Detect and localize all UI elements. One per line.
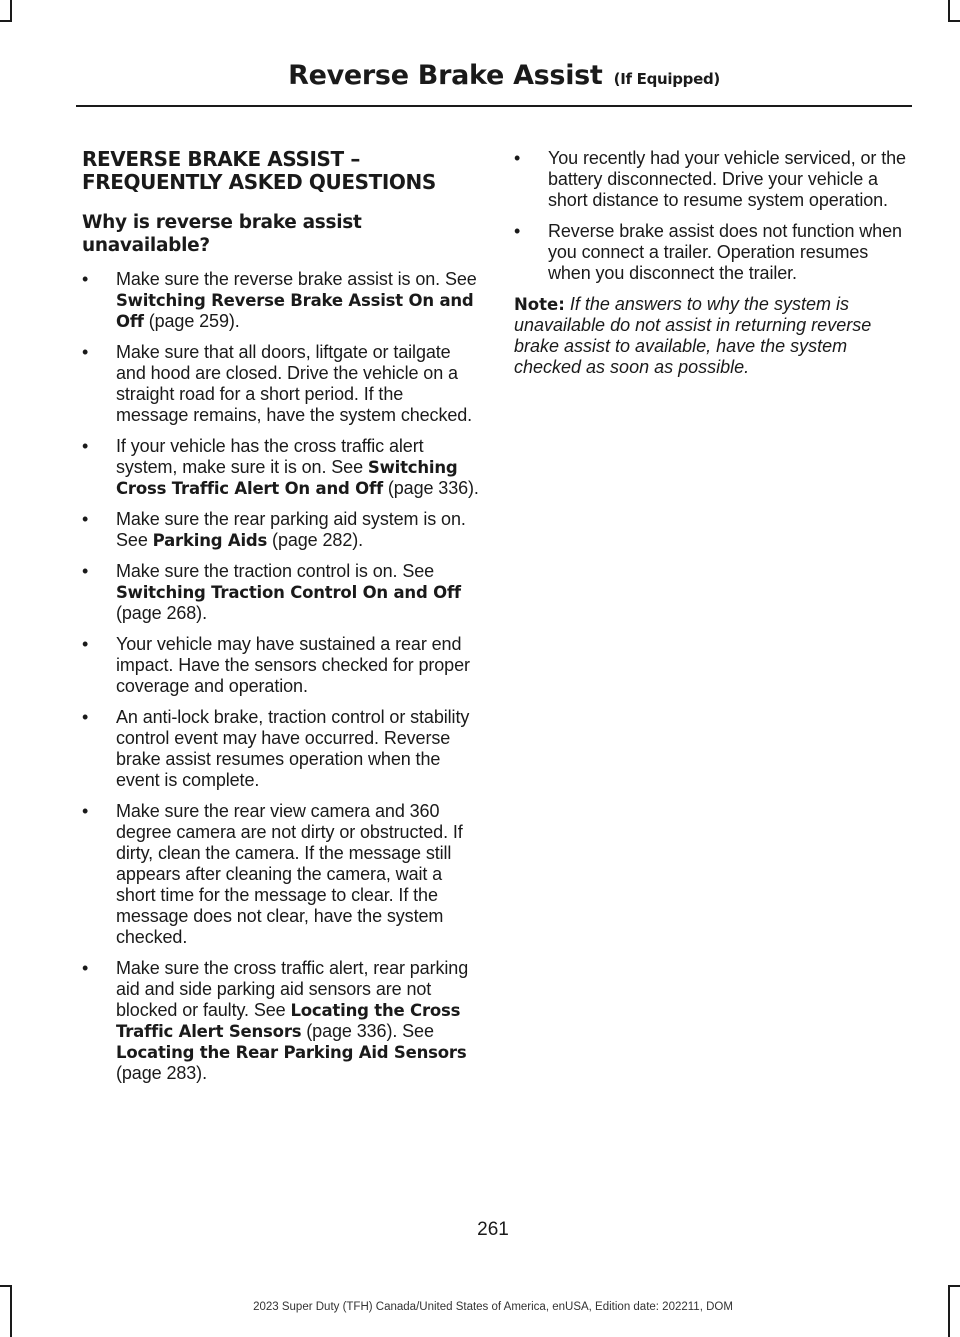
item-text: You recently had your vehicle serviced, or the battery disconnected. Drive your vehicle a short distance to resume system operation.: [548, 148, 906, 210]
bullet-icon: •: [82, 269, 89, 289]
crop-mark: [948, 20, 960, 22]
cross-reference-link[interactable]: Switching Reverse Brake Assist On and Off: [116, 291, 474, 331]
list-item: [82, 436, 479, 499]
cross-reference-link[interactable]: Switching Traction Control On and Off: [116, 583, 461, 602]
item-text: (page 282).: [267, 530, 364, 550]
right-column: [514, 148, 911, 378]
cross-reference-link[interactable]: Locating the Cross Traffic Alert Sensors: [116, 1001, 461, 1041]
cross-reference-link[interactable]: Locating the Rear Parking Aid Sensors: [116, 1043, 467, 1062]
bullet-icon: •: [82, 801, 89, 821]
list-item: [514, 221, 911, 284]
item-text: (page 259).: [143, 311, 240, 331]
item-text: Your vehicle may have sustained a rear end impact. Have the sensors checked for proper coverage and operation.: [116, 634, 470, 696]
bullet-icon: •: [82, 509, 89, 529]
list-item: [82, 342, 479, 426]
item-text: Reverse brake assist does not function when you connect a trailer. Operation resumes when you disconnect the trailer.: [548, 221, 902, 283]
note: [514, 294, 911, 378]
item-text: (page 283).: [116, 1063, 207, 1083]
item-text: Make sure the reverse brake assist is on. See: [116, 269, 477, 289]
page-title-main: Reverse Brake Assist: [288, 60, 603, 91]
item-text: Make sure the rear parking aid system is on. See: [116, 509, 466, 550]
bullet-icon: •: [82, 436, 89, 456]
item-text: (page 268).: [116, 603, 207, 623]
list-item: [514, 148, 911, 211]
bullet-icon: •: [82, 634, 89, 654]
left-bullet-list: [82, 269, 479, 1084]
right-bullet-list: [514, 148, 911, 284]
header-rule: [76, 105, 912, 107]
item-text: Make sure that all doors, liftgate or tailgate and hood are closed. Drive the vehicle on a straight road for a short period. If the message remains, have the system checked.: [116, 342, 473, 425]
list-item: [82, 958, 479, 1084]
item-text: Make sure the cross traffic alert, rear parking aid and side parking aid sensors are not blocked or faulty. See: [116, 958, 469, 1020]
list-item: [82, 269, 479, 332]
list-item: [82, 509, 479, 551]
cross-reference-link[interactable]: Parking Aids: [152, 531, 268, 550]
page-number: 261: [477, 1219, 509, 1240]
item-text: Make sure the rear view camera and 360 degree camera are not dirty or obstructed. If dirty, clean the camera. If the message still appears after cleaning the camera, wait a short time for the message to clear. If the message does not clear, have the system checked.: [116, 801, 463, 947]
section-heading: REVERSE BRAKE ASSIST – FREQUENTLY ASKED QUESTIONS: [82, 147, 436, 194]
crop-mark: [10, 0, 12, 22]
bullet-icon: •: [82, 561, 89, 581]
page-title-subtitle: (If Equipped): [613, 70, 720, 88]
list-item: [82, 801, 479, 948]
note-text: If the answers to why the system is unavailable do not assist in returning reverse brake assist to available, have the system checked as soon as possible.: [514, 294, 872, 377]
item-text: If your vehicle has the cross traffic alert system, make sure it is on. See: [116, 436, 424, 477]
question-heading: Why is reverse brake assist unavailable?: [82, 212, 362, 256]
item-text: Make sure the traction control is on. See: [116, 561, 435, 581]
item-text: (page 336). See: [301, 1021, 434, 1041]
footer-text: 2023 Super Duty (TFH) Canada/United States of America, enUSA, Edition date: 202211, DOM: [253, 1301, 733, 1313]
left-column: [82, 148, 479, 1094]
crop-mark: [0, 20, 12, 22]
crop-mark: [948, 1285, 960, 1287]
page-title: [288, 60, 720, 91]
list-item: [82, 707, 479, 791]
item-text: (page 336).: [382, 478, 479, 498]
bullet-icon: •: [514, 148, 521, 168]
item-text: An anti-lock brake, traction control or stability control event may have occurred. Reverse brake assist resumes operation when the event is complete.: [116, 707, 470, 790]
cross-reference-link[interactable]: Switching Cross Traffic Alert On and Off: [116, 458, 458, 498]
bullet-icon: •: [514, 221, 521, 241]
list-item: [82, 634, 479, 697]
note-label: Note:: [514, 295, 565, 314]
bullet-icon: •: [82, 342, 89, 362]
crop-mark: [0, 1285, 12, 1287]
bullet-icon: •: [82, 707, 89, 727]
crop-mark: [948, 0, 950, 22]
list-item: [82, 561, 479, 624]
bullet-icon: •: [82, 958, 89, 978]
